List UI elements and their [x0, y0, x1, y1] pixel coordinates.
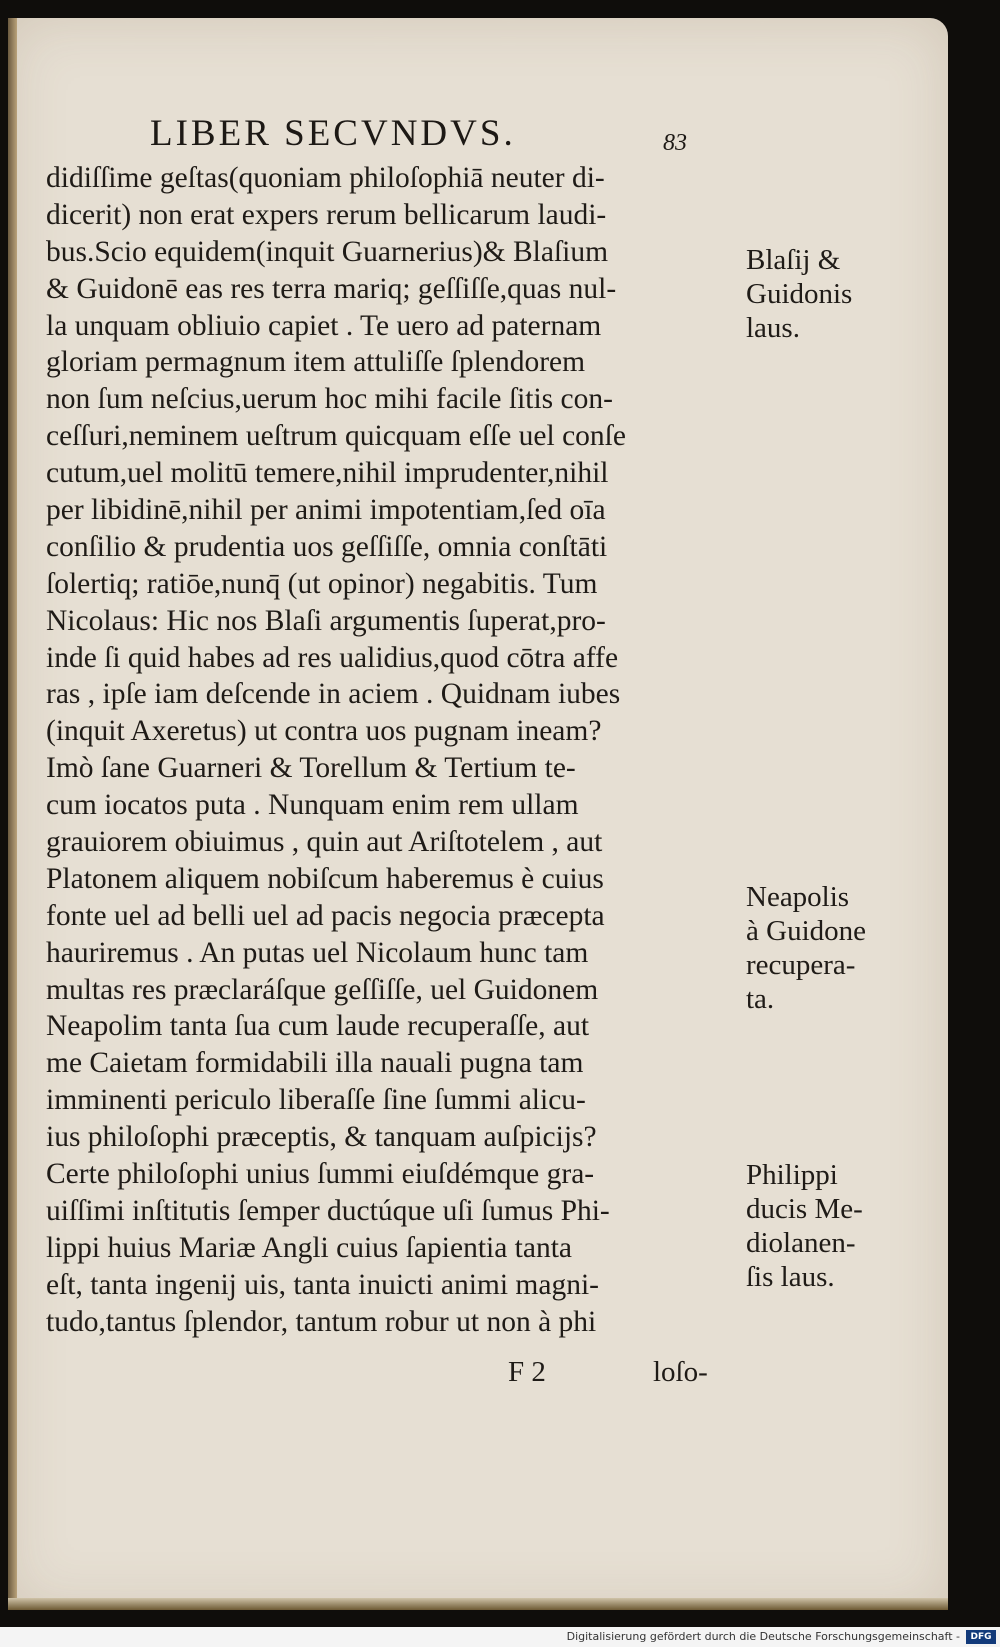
catchword: loſo- [653, 1356, 708, 1388]
marginal-note-line: diolanen- [746, 1227, 856, 1259]
marginal-note-line: ſis laus. [746, 1261, 835, 1293]
book-page [8, 18, 948, 1610]
running-head: LIBER SECVNDVS. [150, 113, 516, 154]
folio-number: 83 [663, 130, 687, 156]
text-line: fonte uel ad belli uel ad pacis negocia præcepta [46, 899, 605, 932]
text-line: Nicolaus: Hic nos Blaſi argumentis ſuperat,pro- [46, 604, 606, 637]
marginal-note-line: recupera- [746, 949, 856, 981]
marginal-note-line: Guidonis [746, 278, 853, 310]
text-line: didiſſime geſtas(quoniam philoſophiā neuter di- [46, 162, 605, 194]
marginal-note [746, 1158, 863, 1294]
marginal-note-line: ducis Me- [746, 1193, 863, 1225]
text-line: tudo,tantus ſplendor, tantum robur ut non à phi [46, 1305, 597, 1338]
text-line: imminenti periculo liberaſſe ſine ſummi alicu- [46, 1084, 586, 1117]
text-line: multas res præclaráſque geſſiſſe, uel Guidonem [46, 973, 599, 1006]
page-bottom-edge [8, 1598, 948, 1610]
text-line: la unquam obliuio capiet . Te uero ad paternam [46, 309, 602, 342]
text-line: conſilio & prudentia uos geſſiſſe, omnia conſtāti [46, 530, 608, 563]
marginal-note-line: Philippi [746, 1159, 838, 1191]
text-line: ras , ipſe iam deſcende in aciem . Quidnam iubes [46, 678, 621, 711]
marginal-note [746, 880, 866, 1016]
text-line: bus.Scio equidem(inquit Guarnerius)& Blaſium [46, 235, 609, 268]
text-line: cutum,uel molitū temere,nihil imprudenter,nihil [46, 457, 609, 490]
footer-credit: Digitalisierung gefördert durch die Deutsche Forschungsgemeinschaft - [566, 1630, 960, 1643]
page-gutter-edge [8, 18, 17, 1610]
text-line: Imò ſane Guarneri & Torellum & Tertium te- [46, 752, 576, 785]
marginal-note [746, 243, 852, 345]
marginal-note-line: ta. [746, 983, 775, 1015]
text-line: Certe philoſophi unius ſummi eiuſdémque gra- [46, 1158, 595, 1191]
text-line: lippi huius Mariæ Angli cuius ſapientia tanta [46, 1231, 573, 1264]
text-line: & Guidonē eas res terra mariq; geſſiſſe,quas nul- [46, 272, 617, 305]
main-text-block [46, 160, 736, 1341]
marginal-note-line: Blaſij & [746, 244, 841, 276]
text-line: uiſſimi inſtitutis ſemper ductúque uſi ſumus Phi- [46, 1194, 610, 1227]
text-line: ceſſuri,neminem ueſtrum quicquam eſſe uel conſe [46, 420, 626, 453]
text-line: ſolertiq; ratiōe,nunq̄ (ut opinor) negabitis. Tum [46, 567, 598, 600]
marginal-note-line: à Guidone [746, 915, 866, 947]
text-line: ius philoſophi præceptis, & tanquam auſpicijs? [46, 1121, 597, 1154]
text-line: inde ſi quid habes ad res ualidius,quod cōtra affe [46, 641, 619, 674]
text-line: non ſum neſcius,uerum hoc mihi facile ſitis con- [46, 383, 613, 416]
dfg-logo: DFG [966, 1630, 996, 1644]
text-line: per libidinē,nihil per animi impotentiam,ſed oīa [46, 494, 606, 527]
text-line: gloriam permagnum item attuliſſe ſplendorem [46, 346, 586, 379]
text-line: grauiorem obiuimus , quin aut Ariſtotelem , aut [46, 826, 603, 859]
text-line: eſt, tanta ingenij uis, tanta inuicti animi magni- [46, 1268, 599, 1301]
text-line: hauriremus . An putas uel Nicolaum hunc tam [46, 936, 589, 969]
text-line: Neapolim tanta ſua cum laude recuperaſſe, aut [46, 1010, 590, 1043]
text-line: cum iocatos puta . Nunquam enim rem ullam [46, 789, 579, 822]
text-line: (inquit Axeretus) ut contra uos pugnam ineam? [46, 715, 602, 748]
signature-mark: F 2 [508, 1356, 546, 1388]
marginal-note-line: Neapolis [746, 881, 850, 913]
digitization-footer [0, 1627, 1000, 1647]
marginal-note-line: laus. [746, 312, 800, 344]
text-line: dicerit) non erat expers rerum bellicarum laudi- [46, 198, 607, 231]
text-line: me Caietam formidabili illa nauali pugna tam [46, 1047, 584, 1080]
text-line: Platonem aliquem nobiſcum haberemus è cuius [46, 862, 604, 895]
